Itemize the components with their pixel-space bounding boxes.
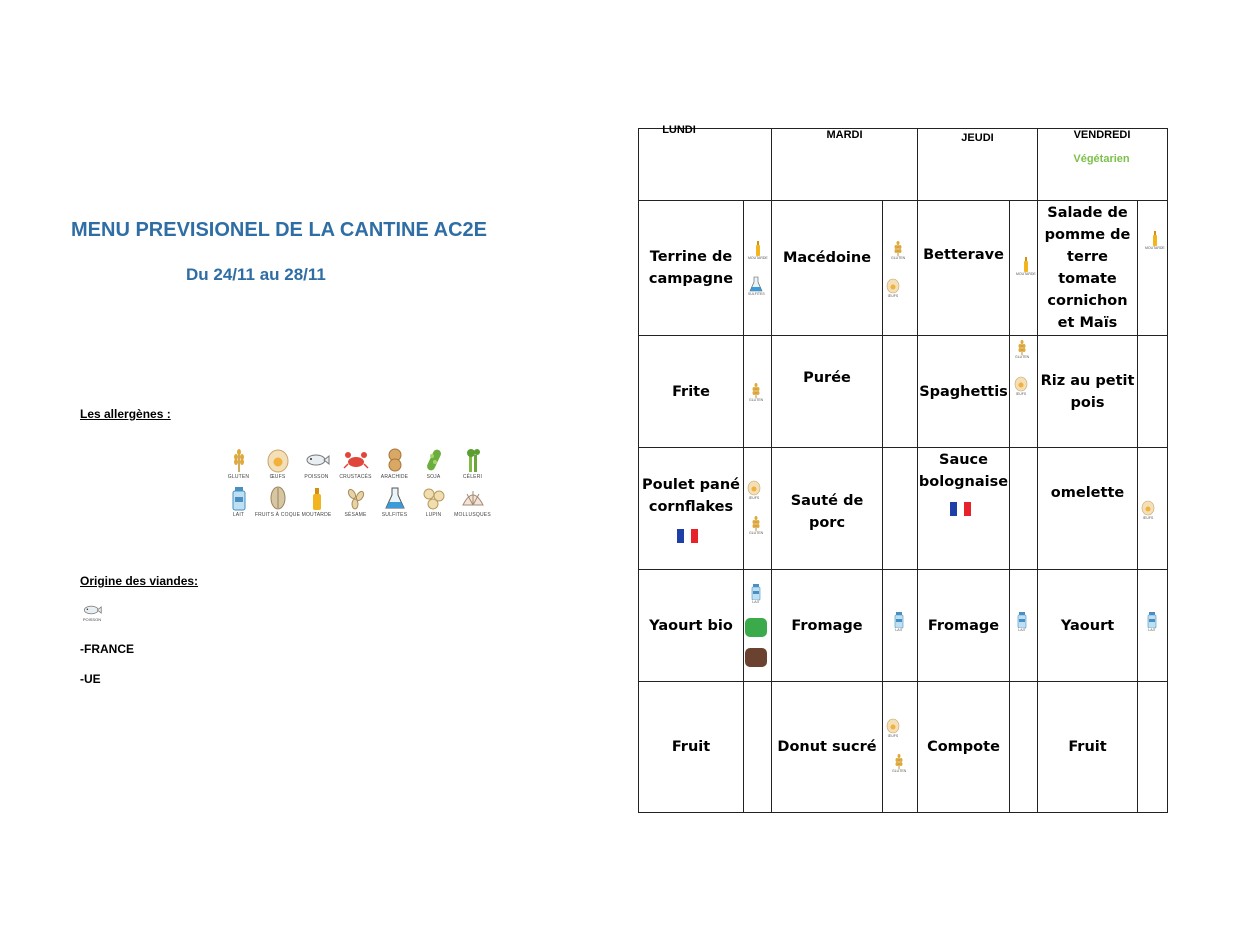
dish-lundi-2: Frite xyxy=(672,383,710,400)
wheat-icon: GLUTEN xyxy=(749,515,763,535)
allergen-legend xyxy=(219,447,499,523)
milk-icon: LAIT xyxy=(1145,612,1159,632)
milk-icon: LAIT xyxy=(892,612,906,632)
celery-icon xyxy=(460,447,486,473)
dish-vendredi-3: omelette xyxy=(1050,484,1125,501)
allergen-sesame: SÉSAME xyxy=(336,485,375,523)
wheat-icon: GLUTEN xyxy=(1015,339,1029,359)
egg-icon: ŒUFS xyxy=(747,480,761,500)
fish-icon xyxy=(304,447,330,473)
wheat-icon: GLUTEN xyxy=(749,382,763,402)
allergen-sulfites: SULFITES xyxy=(375,485,414,523)
fish-icon xyxy=(82,603,102,617)
dish-vendredi-2: Riz au petit pois xyxy=(1040,372,1135,411)
day-jeudi: JEUDI xyxy=(961,132,994,144)
dish-vendredi-1: Salade de pomme de terre tomate cornichon et Maïs xyxy=(1044,205,1131,331)
flask-icon: SULFITES xyxy=(748,276,765,296)
france-flag-icon xyxy=(950,502,971,516)
organic-label-icon xyxy=(745,618,767,637)
wheat-icon xyxy=(226,447,252,473)
dish-mardi-4: Fromage xyxy=(791,617,863,634)
egg-icon xyxy=(265,447,291,473)
wheat-icon: GLUTEN xyxy=(891,240,905,260)
france-flag-icon xyxy=(677,529,698,543)
page-title: MENU PREVISIONEL DE LA CANTINE AC2E xyxy=(71,219,487,241)
allergen-lupin: LUPIN xyxy=(414,485,453,523)
dish-lundi-3: Poulet pané cornflakes xyxy=(641,477,741,515)
dish-jeudi-4: Fromage xyxy=(927,617,1000,634)
dish-mardi-2: Purée xyxy=(803,370,851,386)
vegetarian-label: Végétarien xyxy=(1073,153,1130,165)
dish-jeudi-1: Betterave xyxy=(923,247,1004,263)
origin-ue: -UE xyxy=(80,672,101,686)
dish-mardi-1: Macédoine xyxy=(782,250,872,266)
egg-icon: ŒUFS xyxy=(1141,500,1155,520)
dish-lundi-4: Yaourt bio xyxy=(649,617,733,634)
allergen-soja: SOJA xyxy=(414,447,453,485)
allergen-gluten: GLUTEN xyxy=(219,447,258,485)
milk-icon: LAIT xyxy=(749,584,763,604)
allergens-label: Les allergènes : xyxy=(80,407,171,421)
allergen-crustaces: CRUSTACÉS xyxy=(336,447,375,485)
nut-icon xyxy=(265,485,291,511)
egg-icon: ŒUFS xyxy=(886,278,900,298)
milk-icon: LAIT xyxy=(1015,612,1029,632)
mustard-icon xyxy=(304,485,330,511)
sesame-icon xyxy=(343,485,369,511)
milk-icon xyxy=(226,485,252,511)
allergen-lait: LAIT xyxy=(219,485,258,523)
egg-icon: ŒUFS xyxy=(886,718,900,738)
egg-icon: ŒUFS xyxy=(1014,376,1028,396)
allergen-mollusques: MOLLUSQUES xyxy=(453,485,492,523)
flask-icon xyxy=(382,485,408,511)
dish-vendredi-5: Fruit xyxy=(1068,739,1107,755)
dish-mardi-3: Sauté de porc xyxy=(790,493,864,531)
mustard-icon: MOUTARDE xyxy=(1145,230,1165,250)
lupin-icon xyxy=(421,485,447,511)
origin-label: Origine des viandes: xyxy=(80,574,199,588)
wheat-icon: GLUTEN xyxy=(892,753,906,773)
dish-lundi-1: Terrine de campagne xyxy=(648,249,734,287)
soy-icon xyxy=(421,447,447,473)
allergen-arachide: ARACHIDE xyxy=(375,447,414,485)
day-mardi: MARDI xyxy=(826,129,863,141)
shell-icon xyxy=(460,485,486,511)
allergen-poisson: POISSON xyxy=(297,447,336,485)
mustard-icon: MOUTARDE xyxy=(1016,256,1036,276)
date-range: Du 24/11 au 28/11 xyxy=(186,265,326,284)
allergen-moutarde: MOUTARDE xyxy=(297,485,336,523)
quality-label-icon xyxy=(745,648,767,667)
dish-lundi-5: Fruit xyxy=(671,739,711,755)
crab-icon xyxy=(343,447,369,473)
dish-jeudi-5: Compote xyxy=(927,739,1000,755)
origin-france: -FRANCE xyxy=(80,642,134,656)
day-vendredi: VENDREDI xyxy=(1073,129,1131,141)
dish-vendredi-4: Yaourt xyxy=(1060,617,1115,634)
allergen-oeufs: ŒUFS xyxy=(258,447,297,485)
dish-jeudi-3: Sauce bolognaise xyxy=(918,452,1009,490)
origin-fish: POISSON xyxy=(80,603,104,622)
dish-jeudi-2: Spaghettis xyxy=(919,383,1008,400)
allergen-fruits-a-coque: FRUITS À COQUE xyxy=(258,485,297,523)
dish-mardi-5: Donut sucré xyxy=(777,739,877,755)
mustard-icon: MOUTARDE xyxy=(748,240,768,260)
menu-table xyxy=(638,124,1168,813)
day-lundi: LUNDI xyxy=(662,124,696,136)
allergen-celeri: CÉLERI xyxy=(453,447,492,485)
peanut-icon xyxy=(382,447,408,473)
